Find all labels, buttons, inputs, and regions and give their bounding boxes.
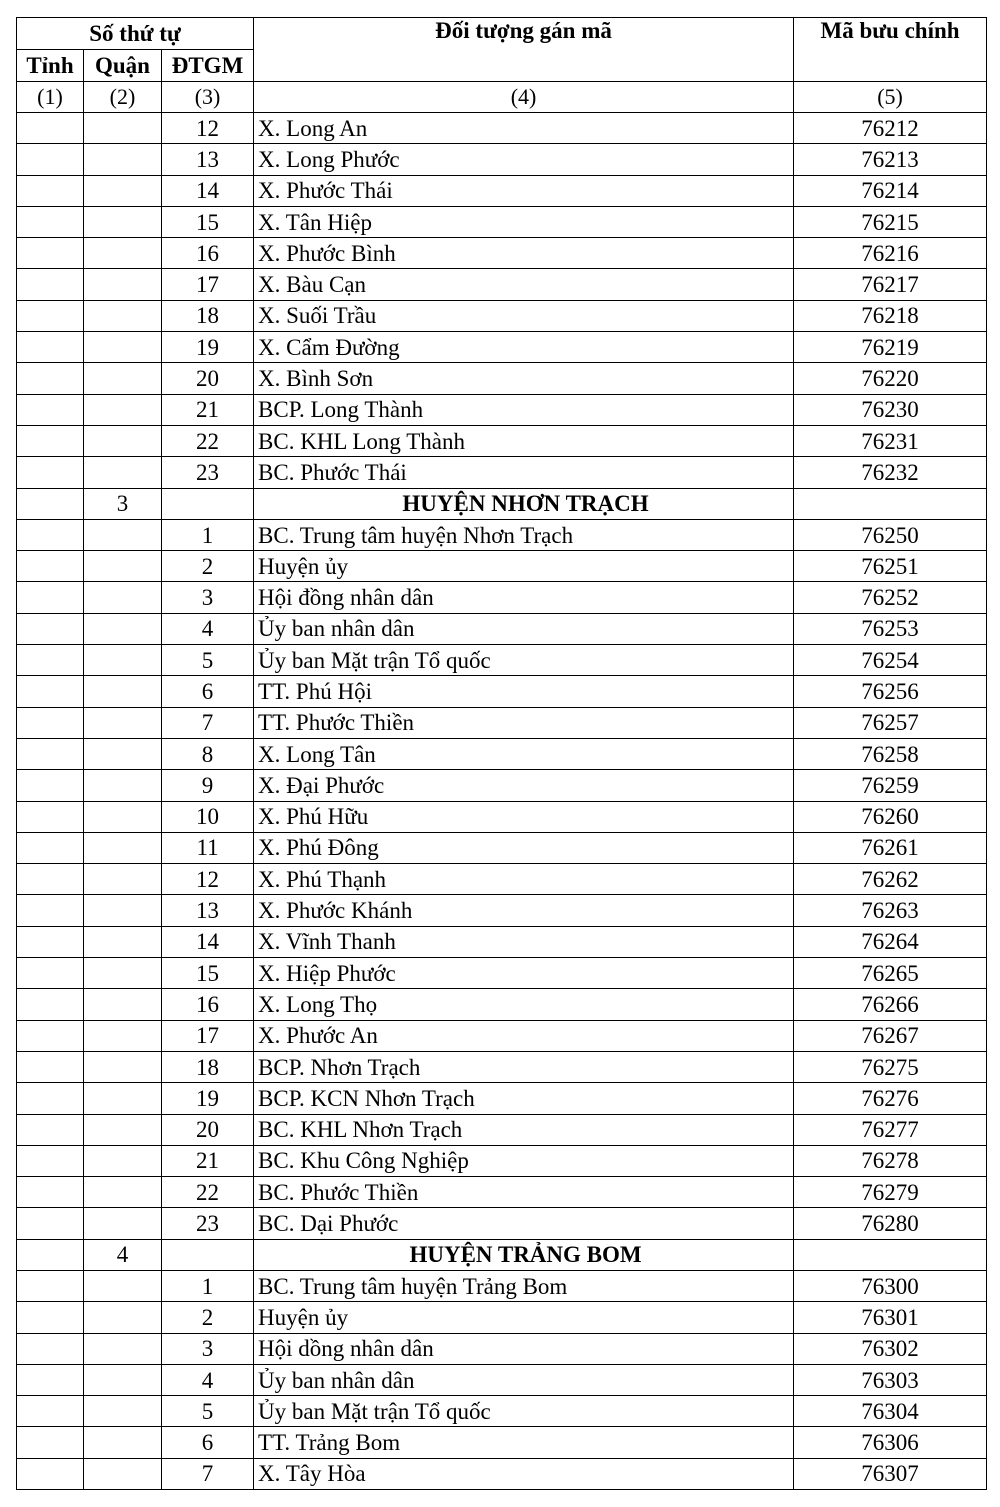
cell-quan — [84, 1458, 162, 1489]
cell-ma-buu-chinh: 76259 — [794, 770, 987, 801]
cell-doi-tuong: X. Phước An — [254, 1020, 794, 1051]
cell-tinh — [17, 457, 84, 488]
cell-dtgm: 2 — [162, 551, 254, 582]
cell-quan — [84, 363, 162, 394]
cell-quan — [84, 113, 162, 144]
cell-dtgm: 12 — [162, 864, 254, 895]
district-title: HUYỆN NHƠN TRẠCH — [254, 488, 794, 519]
cell-doi-tuong: X. Long Tân — [254, 738, 794, 769]
cell-dtgm: 3 — [162, 1333, 254, 1364]
cell-ma-buu-chinh: 76214 — [794, 175, 987, 206]
cell-ma-buu-chinh: 76263 — [794, 895, 987, 926]
cell-dtgm: 19 — [162, 1083, 254, 1114]
cell-tinh — [17, 1177, 84, 1208]
cell-quan — [84, 1177, 162, 1208]
cell-dtgm: 16 — [162, 238, 254, 269]
cell-tinh — [17, 582, 84, 613]
cell-ma-buu-chinh: 76220 — [794, 363, 987, 394]
cell-ma-buu-chinh: 76303 — [794, 1364, 987, 1395]
cell-quan — [84, 175, 162, 206]
cell-tinh — [17, 1208, 84, 1239]
table-row — [17, 363, 987, 394]
cell-tinh — [17, 206, 84, 237]
cell-ma-buu-chinh: 76277 — [794, 1114, 987, 1145]
postal-code-page — [16, 17, 986, 1490]
cell-ma-buu-chinh: 76266 — [794, 989, 987, 1020]
cell-quan — [84, 1270, 162, 1301]
column-index-3: (3) — [162, 82, 254, 113]
cell-doi-tuong: BC. KHL Long Thành — [254, 425, 794, 456]
cell-ma-buu-chinh: 76267 — [794, 1020, 987, 1051]
table-row — [17, 519, 987, 550]
cell-ma-buu-chinh: 76306 — [794, 1427, 987, 1458]
district-section-row — [17, 1239, 987, 1270]
cell-dtgm: 15 — [162, 206, 254, 237]
cell-tinh — [17, 300, 84, 331]
cell-dtgm — [162, 488, 254, 519]
cell-quan — [84, 1208, 162, 1239]
cell-doi-tuong: Hội đồng nhân dân — [254, 582, 794, 613]
cell-ma-buu-chinh — [794, 1239, 987, 1270]
cell-ma-buu-chinh: 76304 — [794, 1396, 987, 1427]
cell-tinh — [17, 144, 84, 175]
cell-tinh — [17, 645, 84, 676]
cell-ma-buu-chinh: 76250 — [794, 519, 987, 550]
cell-ma-buu-chinh: 76275 — [794, 1051, 987, 1082]
cell-ma-buu-chinh: 76278 — [794, 1145, 987, 1176]
cell-tinh — [17, 1083, 84, 1114]
table-row — [17, 613, 987, 644]
cell-dtgm: 20 — [162, 363, 254, 394]
postal-code-table — [16, 17, 987, 1490]
table-row — [17, 238, 987, 269]
cell-dtgm: 5 — [162, 1396, 254, 1427]
cell-doi-tuong: TT. Phước Thiền — [254, 707, 794, 738]
cell-tinh — [17, 958, 84, 989]
header-doi-tuong-gan-ma: Đối tượng gán mã — [254, 18, 794, 82]
cell-quan — [84, 1427, 162, 1458]
cell-quan — [84, 1145, 162, 1176]
cell-ma-buu-chinh: 76276 — [794, 1083, 987, 1114]
header-ma-buu-chinh: Mã bưu chính — [794, 18, 987, 82]
cell-doi-tuong: BC. Phước Thiền — [254, 1177, 794, 1208]
cell-dtgm: 21 — [162, 1145, 254, 1176]
table-row — [17, 770, 987, 801]
table-row — [17, 144, 987, 175]
cell-ma-buu-chinh: 76232 — [794, 457, 987, 488]
cell-doi-tuong: BC. Phước Thái — [254, 457, 794, 488]
cell-dtgm: 15 — [162, 958, 254, 989]
cell-doi-tuong: TT. Phú Hội — [254, 676, 794, 707]
cell-quan — [84, 238, 162, 269]
table-row — [17, 1051, 987, 1082]
cell-ma-buu-chinh: 76307 — [794, 1458, 987, 1489]
table-row — [17, 1208, 987, 1239]
cell-quan — [84, 1051, 162, 1082]
cell-dtgm: 17 — [162, 269, 254, 300]
cell-dtgm: 14 — [162, 175, 254, 206]
cell-ma-buu-chinh: 76216 — [794, 238, 987, 269]
table-row — [17, 394, 987, 425]
cell-ma-buu-chinh: 76258 — [794, 738, 987, 769]
table-row — [17, 1270, 987, 1301]
table-row — [17, 801, 987, 832]
cell-quan — [84, 738, 162, 769]
header-so-thu-tu: Số thứ tự — [17, 18, 254, 50]
cell-dtgm: 18 — [162, 300, 254, 331]
cell-quan — [84, 519, 162, 550]
cell-doi-tuong: X. Phước Bình — [254, 238, 794, 269]
cell-doi-tuong: Huyện ủy — [254, 1302, 794, 1333]
table-row — [17, 1396, 987, 1427]
table-row — [17, 332, 987, 363]
table-row — [17, 551, 987, 582]
cell-quan — [84, 645, 162, 676]
cell-doi-tuong: X. Phước Thái — [254, 175, 794, 206]
cell-quan: 3 — [84, 488, 162, 519]
table-row — [17, 989, 987, 1020]
table-row — [17, 175, 987, 206]
cell-doi-tuong: BC. Dại Phước — [254, 1208, 794, 1239]
cell-tinh — [17, 332, 84, 363]
cell-tinh — [17, 1051, 84, 1082]
cell-tinh — [17, 613, 84, 644]
cell-doi-tuong: BCP. KCN Nhơn Trạch — [254, 1083, 794, 1114]
cell-ma-buu-chinh: 76264 — [794, 926, 987, 957]
table-row — [17, 1083, 987, 1114]
cell-doi-tuong: X. Phú Đông — [254, 832, 794, 863]
table-header — [17, 18, 987, 82]
district-title: HUYỆN TRẢNG BOM — [254, 1239, 794, 1270]
cell-quan — [84, 582, 162, 613]
cell-tinh — [17, 1114, 84, 1145]
cell-quan — [84, 1396, 162, 1427]
cell-quan — [84, 551, 162, 582]
table-row — [17, 269, 987, 300]
cell-ma-buu-chinh: 76302 — [794, 1333, 987, 1364]
cell-tinh — [17, 425, 84, 456]
cell-doi-tuong: BC. Trung tâm huyện Nhơn Trạch — [254, 519, 794, 550]
cell-ma-buu-chinh: 76251 — [794, 551, 987, 582]
cell-tinh — [17, 113, 84, 144]
cell-tinh — [17, 488, 84, 519]
cell-tinh — [17, 707, 84, 738]
cell-doi-tuong: X. Phước Khánh — [254, 895, 794, 926]
header-dtgm: ĐTGM — [162, 50, 254, 82]
cell-quan — [84, 1114, 162, 1145]
cell-ma-buu-chinh: 76217 — [794, 269, 987, 300]
cell-quan — [84, 989, 162, 1020]
cell-quan — [84, 864, 162, 895]
cell-tinh — [17, 394, 84, 425]
table-row — [17, 582, 987, 613]
cell-tinh — [17, 1302, 84, 1333]
table-row — [17, 1145, 987, 1176]
cell-dtgm: 22 — [162, 1177, 254, 1208]
cell-doi-tuong: BC. Khu Công Nghiệp — [254, 1145, 794, 1176]
cell-quan — [84, 425, 162, 456]
cell-doi-tuong: BCP. Nhơn Trạch — [254, 1051, 794, 1082]
cell-quan — [84, 1020, 162, 1051]
cell-tinh — [17, 770, 84, 801]
cell-dtgm: 13 — [162, 895, 254, 926]
cell-doi-tuong: Ủy ban nhân dân — [254, 613, 794, 644]
cell-dtgm: 11 — [162, 832, 254, 863]
table-row — [17, 1020, 987, 1051]
cell-ma-buu-chinh: 76257 — [794, 707, 987, 738]
cell-quan — [84, 144, 162, 175]
cell-tinh — [17, 1270, 84, 1301]
cell-tinh — [17, 895, 84, 926]
cell-ma-buu-chinh: 76301 — [794, 1302, 987, 1333]
cell-doi-tuong: Ủy ban Mặt trận Tổ quốc — [254, 1396, 794, 1427]
cell-quan — [84, 1302, 162, 1333]
cell-dtgm: 23 — [162, 457, 254, 488]
cell-doi-tuong: TT. Trảng Bom — [254, 1427, 794, 1458]
column-index-5: (5) — [794, 82, 987, 113]
cell-dtgm: 12 — [162, 113, 254, 144]
cell-doi-tuong: X. Phú Hữu — [254, 801, 794, 832]
table-row — [17, 1177, 987, 1208]
table-row — [17, 738, 987, 769]
column-index-4: (4) — [254, 82, 794, 113]
cell-tinh — [17, 801, 84, 832]
cell-doi-tuong: X. Suối Trầu — [254, 300, 794, 331]
cell-dtgm — [162, 1239, 254, 1270]
cell-quan — [84, 1364, 162, 1395]
cell-quan — [84, 895, 162, 926]
cell-quan — [84, 770, 162, 801]
cell-quan — [84, 394, 162, 425]
cell-ma-buu-chinh: 76262 — [794, 864, 987, 895]
table-row — [17, 958, 987, 989]
table-row — [17, 1114, 987, 1145]
cell-doi-tuong: X. Bình Sơn — [254, 363, 794, 394]
cell-ma-buu-chinh: 76212 — [794, 113, 987, 144]
cell-doi-tuong: BC. Trung tâm huyện Trảng Bom — [254, 1270, 794, 1301]
table-row — [17, 425, 987, 456]
table-row — [17, 895, 987, 926]
cell-tinh — [17, 1020, 84, 1051]
cell-dtgm: 5 — [162, 645, 254, 676]
table-row — [17, 1364, 987, 1395]
cell-doi-tuong: X. Vĩnh Thanh — [254, 926, 794, 957]
cell-dtgm: 19 — [162, 332, 254, 363]
cell-tinh — [17, 926, 84, 957]
cell-dtgm: 6 — [162, 1427, 254, 1458]
cell-doi-tuong: X. Đại Phước — [254, 770, 794, 801]
cell-dtgm: 1 — [162, 1270, 254, 1301]
cell-doi-tuong: Ủy ban Mặt trận Tổ quốc — [254, 645, 794, 676]
cell-quan — [84, 613, 162, 644]
cell-dtgm: 8 — [162, 738, 254, 769]
cell-tinh — [17, 363, 84, 394]
district-section-row — [17, 488, 987, 519]
cell-doi-tuong: X. Long An — [254, 113, 794, 144]
cell-ma-buu-chinh: 76254 — [794, 645, 987, 676]
cell-ma-buu-chinh: 76253 — [794, 613, 987, 644]
cell-tinh — [17, 238, 84, 269]
cell-ma-buu-chinh: 76219 — [794, 332, 987, 363]
cell-quan — [84, 801, 162, 832]
column-index-2: (2) — [84, 82, 162, 113]
cell-quan — [84, 832, 162, 863]
cell-dtgm: 13 — [162, 144, 254, 175]
table-row — [17, 864, 987, 895]
cell-tinh — [17, 676, 84, 707]
cell-dtgm: 14 — [162, 926, 254, 957]
cell-doi-tuong: X. Long Phước — [254, 144, 794, 175]
column-index-row — [17, 82, 987, 113]
cell-tinh — [17, 551, 84, 582]
cell-quan — [84, 300, 162, 331]
table-row — [17, 832, 987, 863]
cell-quan — [84, 1333, 162, 1364]
cell-ma-buu-chinh — [794, 488, 987, 519]
table-row — [17, 1333, 987, 1364]
cell-dtgm: 4 — [162, 1364, 254, 1395]
cell-ma-buu-chinh: 76218 — [794, 300, 987, 331]
cell-quan — [84, 676, 162, 707]
table-row — [17, 113, 987, 144]
cell-quan — [84, 926, 162, 957]
cell-tinh — [17, 1396, 84, 1427]
cell-quan — [84, 269, 162, 300]
cell-doi-tuong: Hội dồng nhân dân — [254, 1333, 794, 1364]
column-index-1: (1) — [17, 82, 84, 113]
cell-dtgm: 23 — [162, 1208, 254, 1239]
cell-doi-tuong: BCP. Long Thành — [254, 394, 794, 425]
cell-tinh — [17, 1239, 84, 1270]
cell-tinh — [17, 864, 84, 895]
cell-ma-buu-chinh: 76256 — [794, 676, 987, 707]
cell-ma-buu-chinh: 76280 — [794, 1208, 987, 1239]
cell-doi-tuong: X. Hiệp Phước — [254, 958, 794, 989]
cell-tinh — [17, 1145, 84, 1176]
cell-tinh — [17, 989, 84, 1020]
cell-ma-buu-chinh: 76261 — [794, 832, 987, 863]
cell-ma-buu-chinh: 76215 — [794, 206, 987, 237]
cell-dtgm: 9 — [162, 770, 254, 801]
cell-dtgm: 21 — [162, 394, 254, 425]
cell-ma-buu-chinh: 76300 — [794, 1270, 987, 1301]
cell-tinh — [17, 1427, 84, 1458]
table-row — [17, 300, 987, 331]
cell-quan — [84, 206, 162, 237]
cell-doi-tuong: X. Long Thọ — [254, 989, 794, 1020]
table-row — [17, 926, 987, 957]
cell-doi-tuong: X. Tân Hiệp — [254, 206, 794, 237]
header-quan: Quận — [84, 50, 162, 82]
cell-ma-buu-chinh: 76213 — [794, 144, 987, 175]
cell-dtgm: 22 — [162, 425, 254, 456]
cell-quan — [84, 707, 162, 738]
cell-doi-tuong: X. Cẩm Đường — [254, 332, 794, 363]
cell-dtgm: 10 — [162, 801, 254, 832]
cell-dtgm: 18 — [162, 1051, 254, 1082]
cell-dtgm: 3 — [162, 582, 254, 613]
cell-doi-tuong: BC. KHL Nhơn Trạch — [254, 1114, 794, 1145]
cell-quan — [84, 457, 162, 488]
cell-dtgm: 20 — [162, 1114, 254, 1145]
cell-tinh — [17, 1333, 84, 1364]
table-row — [17, 707, 987, 738]
cell-dtgm: 2 — [162, 1302, 254, 1333]
cell-doi-tuong: X. Bàu Cạn — [254, 269, 794, 300]
cell-tinh — [17, 832, 84, 863]
cell-dtgm: 16 — [162, 989, 254, 1020]
cell-dtgm: 1 — [162, 519, 254, 550]
cell-dtgm: 7 — [162, 707, 254, 738]
table-row — [17, 645, 987, 676]
cell-doi-tuong: Ủy ban nhân dân — [254, 1364, 794, 1395]
table-row — [17, 457, 987, 488]
cell-dtgm: 17 — [162, 1020, 254, 1051]
cell-dtgm: 6 — [162, 676, 254, 707]
cell-tinh — [17, 1458, 84, 1489]
cell-quan — [84, 1083, 162, 1114]
cell-ma-buu-chinh: 76252 — [794, 582, 987, 613]
cell-doi-tuong: Huyện ủy — [254, 551, 794, 582]
cell-doi-tuong: X. Phú Thạnh — [254, 864, 794, 895]
cell-tinh — [17, 269, 84, 300]
cell-quan: 4 — [84, 1239, 162, 1270]
cell-tinh — [17, 175, 84, 206]
cell-tinh — [17, 1364, 84, 1395]
table-body — [17, 82, 987, 1490]
table-row — [17, 206, 987, 237]
cell-quan — [84, 332, 162, 363]
cell-doi-tuong: X. Tây Hòa — [254, 1458, 794, 1489]
cell-ma-buu-chinh: 76279 — [794, 1177, 987, 1208]
table-row — [17, 1427, 987, 1458]
cell-ma-buu-chinh: 76265 — [794, 958, 987, 989]
cell-ma-buu-chinh: 76260 — [794, 801, 987, 832]
table-row — [17, 676, 987, 707]
cell-tinh — [17, 738, 84, 769]
cell-dtgm: 7 — [162, 1458, 254, 1489]
cell-ma-buu-chinh: 76230 — [794, 394, 987, 425]
cell-ma-buu-chinh: 76231 — [794, 425, 987, 456]
cell-dtgm: 4 — [162, 613, 254, 644]
cell-quan — [84, 958, 162, 989]
table-row — [17, 1458, 987, 1489]
table-row — [17, 1302, 987, 1333]
header-tinh: Tỉnh — [17, 50, 84, 82]
cell-tinh — [17, 519, 84, 550]
